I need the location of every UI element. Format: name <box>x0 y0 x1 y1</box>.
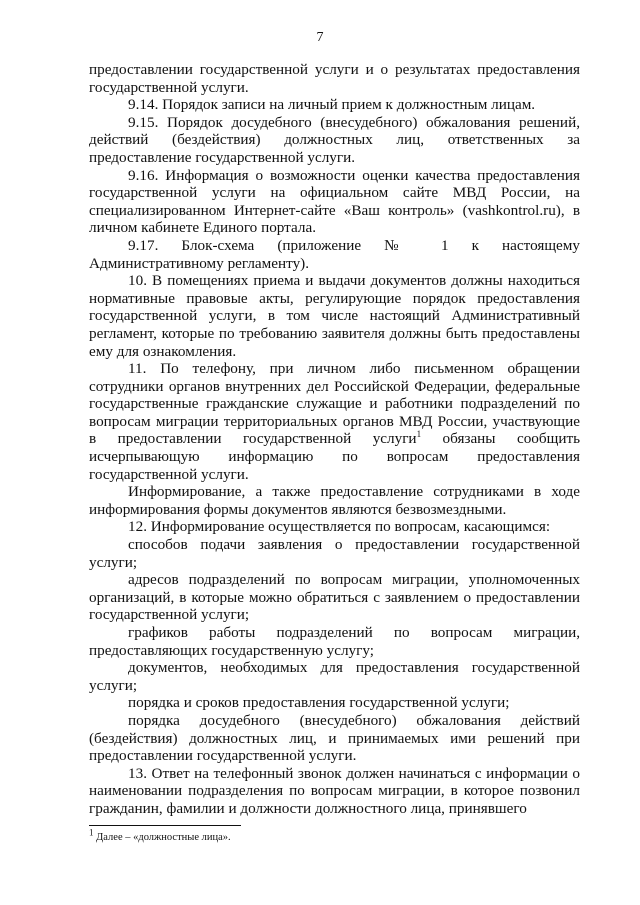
footnote <box>89 827 580 844</box>
paragraph: Информирование, а также предоставление сотрудниками в ходе информирования формы документов являются безвозмездными. <box>89 483 580 518</box>
paragraph: 10. В помещениях приема и выдачи документов должны находиться нормативные правовые акты, регулирующие порядок предоставления государственной услуги, в том числе настоящий Административный регламент, которые по требованию заявителя должны быть предоставлены ему для ознакомления. <box>89 272 580 360</box>
paragraph: предоставлении государственной услуги и о результатах предоставления государственной услуги. <box>89 61 580 96</box>
paragraph: 9.15. Порядок досудебного (внесудебного) обжалования решений, действий (бездействия) должностных лиц, ответственных за предоставление государственной услуги. <box>89 113 580 166</box>
paragraph: 13. Ответ на телефонный звонок должен начинаться с информации о наименовании подразделения по вопросам миграции, в которое позвонил гражданин, фамилии и должности должностного лица, принявшего <box>89 764 580 817</box>
list-item: адресов подразделений по вопросам миграции, уполномоченных организаций, в которые можно обратиться с заявлением о предоставлении государственной услуги; <box>89 571 580 624</box>
paragraph: 9.17. Блок-схема (приложение № 1 к настоящему Административному регламенту). <box>89 236 580 272</box>
paragraph: 12. Информирование осуществляется по вопросам, касающимся: <box>128 518 551 536</box>
footnote-text: Далее – «должностные лица». <box>93 832 231 843</box>
footnote-marker: 1 <box>89 827 94 838</box>
list-item: порядка и сроков предоставления государственной услуги; <box>128 694 510 712</box>
paragraph: 9.14. Порядок записи на личный прием к должностным лицам. <box>128 96 536 114</box>
document-body <box>89 61 580 818</box>
list-item: способов подачи заявления о предоставлении государственной услуги; <box>89 536 580 571</box>
paragraph-with-footnote <box>89 360 580 483</box>
paragraph-text: обязаны сообщить исчерпывающую информацию по вопросам предоставления государственной услуги. <box>89 430 581 483</box>
paragraph-text: 11. По телефону, при личном либо письменном обращении сотрудники органов внутренних дел Российской Федерации, федеральные государственные гражданские служащие и работники подразделений по вопросам миграции территориальных органов МВД России, участвующие в предоставлении государственной услуги <box>89 360 580 448</box>
footnote-divider <box>89 825 241 826</box>
list-item: графиков работы подразделений по вопросам миграции, предоставляющих государственную услугу; <box>89 624 580 659</box>
paragraph: 9.16. Информация о возможности оценки качества предоставления государственной услуги на официальном сайте МВД России, на специализированном Интернет-сайте «Ваш контроль» (vashkontrol.ru), в личном кабинете Единого портала. <box>89 166 580 237</box>
page-number: 7 <box>316 30 324 45</box>
list-item: порядка досудебного (внесудебного) обжалования действий (бездействия) должностных лиц, и принимаемых ими решений при предоставлении государственной услуги. <box>89 711 580 765</box>
list-item: документов, необходимых для предоставления государственной услуги; <box>89 659 580 694</box>
footnote-reference: 1 <box>416 429 422 440</box>
